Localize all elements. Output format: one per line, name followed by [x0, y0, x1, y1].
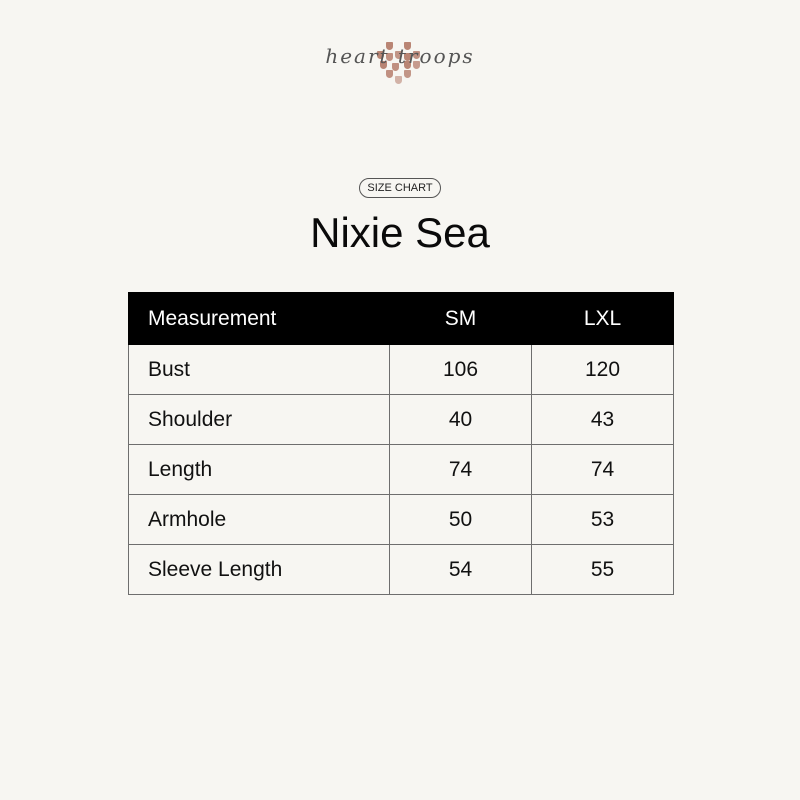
measurement-label: Shoulder	[129, 395, 390, 445]
brand-name: heart troops	[325, 44, 475, 68]
size-chart-badge: SIZE CHART	[359, 178, 440, 198]
column-header-measurement: Measurement	[129, 293, 390, 345]
sm-value: 40	[390, 395, 532, 445]
table-row	[129, 545, 674, 595]
lxl-value: 74	[532, 445, 674, 495]
measurement-label: Armhole	[129, 495, 390, 545]
sm-value: 74	[390, 445, 532, 495]
lxl-value: 53	[532, 495, 674, 545]
lxl-value: 43	[532, 395, 674, 445]
table-row	[129, 495, 674, 545]
product-title: Nixie Sea	[310, 209, 490, 256]
measurement-label: Bust	[129, 345, 390, 395]
lxl-value: 55	[532, 545, 674, 595]
column-header-sm: SM	[390, 293, 532, 345]
table-header-row	[129, 293, 674, 345]
column-header-lxl: LXL	[532, 293, 674, 345]
table-row	[129, 395, 674, 445]
size-chart-table	[128, 292, 674, 595]
sm-value: 54	[390, 545, 532, 595]
table-row	[129, 445, 674, 495]
table-row	[129, 345, 674, 395]
sm-value: 50	[390, 495, 532, 545]
lxl-value: 120	[532, 345, 674, 395]
sm-value: 106	[390, 345, 532, 395]
measurement-label: Length	[129, 445, 390, 495]
measurement-label: Sleeve Length	[129, 545, 390, 595]
